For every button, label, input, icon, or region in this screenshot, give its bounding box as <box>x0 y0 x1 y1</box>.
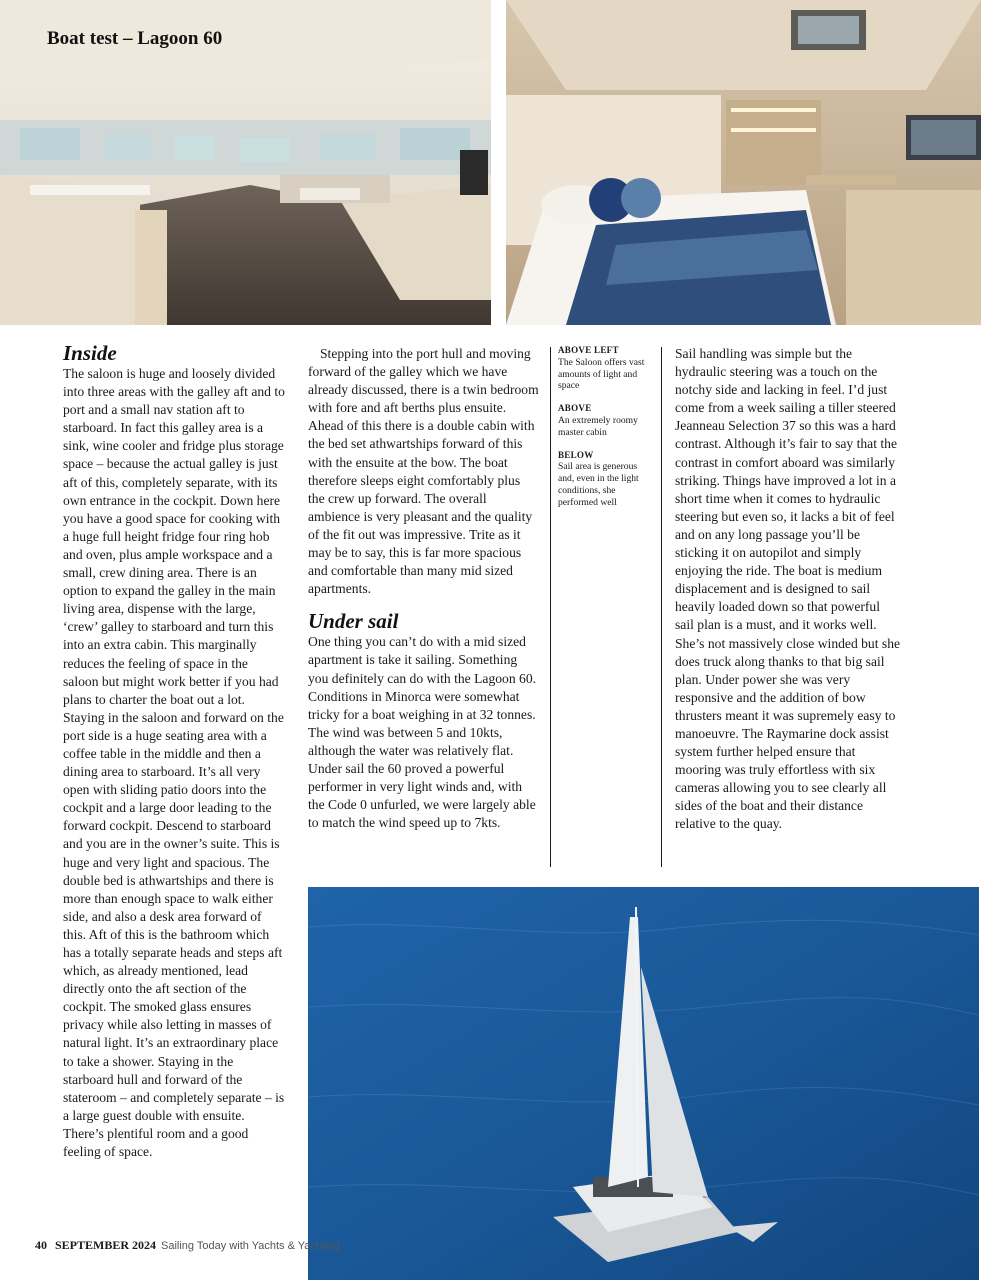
master-cabin-photo <box>506 0 981 325</box>
caption-above <box>558 403 654 438</box>
section-tag: Boat test – Lagoon 60 <box>47 28 223 49</box>
catamaran-under-sail-photo <box>308 887 979 1280</box>
article-column-1 <box>63 341 285 1161</box>
photo-captions <box>558 345 654 520</box>
caption-below <box>558 450 654 509</box>
caption-text: Sail area is generous and, even in the light conditions, she performed well <box>558 461 639 508</box>
issue-month: SEPTEMBER 2024 <box>55 1238 157 1252</box>
caption-above-left <box>558 345 654 392</box>
caption-text: The Saloon offers vast amounts of light and space <box>558 356 645 392</box>
heading-inside: Inside <box>63 341 117 365</box>
article-column-2 <box>308 345 540 832</box>
body-paragraph: Stepping into the port hull and moving forward of the galley which we have already discussed, there is a twin bedroom with fore and aft berths plus ensuite. Ahead of this there is a double cabin with the bed set athwartships forward of this with the ensuite at the bow. The boat therefore sleeps eight comfortably plus the crew up forward. The overall ambience is very pleasant and the quality of the fit out was impressive. Trite as it may be to say, this is far more spacious and comfortable than many mid sized apartments. <box>308 346 539 597</box>
caption-text: An extremely roomy master cabin <box>558 414 638 438</box>
body-paragraph: The saloon is huge and loosely divided into three areas with the galley aft and to port and a small nav station aft to starboard. In fact this galley area is a sink, wine cooler and fridge plus storage space – because the actual galley is just aft of this, completely separate, with its own entrance in the cockpit. Down here you have a good space for cooking with a huge full height fridge four ring hob and oven, plus ample workspace and a small, crew dining area. There is an option to expand the galley in the main living area, dispense with the large, ‘crew’ galley to starboard and turn this into an extra cabin. This marginally reduces the feeling of space in the saloon but might work better if you had plans to charter the boat out a lot. Staying in the saloon and forward on the port side is a huge seating area with a coffee table in the middle and then a dining area to starboard. It’s all very open with sliding patio doors into the cockpit and a large door leading to the forward cockpit. Descend to starboard and you are in the owner’s suite. This is huge and very light and spacious. The double bed is athwartships and there is more than enough space to walk either side, and also a desk area forward of this. Aft of this is the bathroom which has a totally separate heads and steps aft which, as already mentioned, lead directly onto the aft section of the cockpit. The smoked glass ensures privacy while also letting in masses of natural light. It’s an extraordinary place to take a shower. Staying in the starboard hull and forward of the stateroom – and completely separate – is a large guest double with ensuite. There’s plentiful room and a good feeling of space. <box>63 366 285 1160</box>
caption-label: BELOW <box>558 449 594 460</box>
publication-name: Sailing Today with Yachts & Yachting <box>161 1240 340 1252</box>
column-divider <box>661 347 662 867</box>
caption-label: ABOVE LEFT <box>558 345 619 355</box>
heading-under-sail: Under sail <box>308 609 399 634</box>
page-number: 40 <box>35 1238 47 1252</box>
body-paragraph: Sail handling was simple but the hydraulic steering was a touch on the notchy side and lacking in feel. I’d just come from a week sailing a tiller steered Jeanneau Selection 37 so this was a hard contrast. Although it’s fair to say that the contrast in comfort aboard was similarly striking. Things have improved a lot in a short time when it comes to hydraulic steering but even so, it lacks a bit of feel and on any long passage you’ll be sticking it on autopilot and simply enjoying the ride. The boat is medium displacement and is designed to sail heavily loaded down so that powerful sail plan is a must, and it works well. She’s not massively close winded but she does truck along thanks to that big sail plan. Under power she was very responsive and the addition of bow thrusters meant it was supremely easy to manoeuvre. The Raymarine dock assist system further helped ensure that mooring was truly effortless with six cameras allowing you to see clearly all sides of the boat and their distance relative to the quay. <box>675 346 901 832</box>
caption-label: ABOVE <box>558 403 592 414</box>
page-footer <box>35 1238 340 1253</box>
article-column-4 <box>675 345 901 834</box>
column-divider <box>550 347 551 867</box>
body-paragraph: One thing you can’t do with a mid sized apartment is take it sailing. Something you definitely can do with the Lagoon 60. Conditions in Minorca were somewhat tricky for a boat weighing in at 32 tonnes. The wind was between 5 and 10kts, although the water was relatively flat. Under sail the 60 proved a powerful performer in very light winds and, with the Code 0 unfurled, we were largely able to match the wind speed up to 7kts. <box>308 634 537 831</box>
